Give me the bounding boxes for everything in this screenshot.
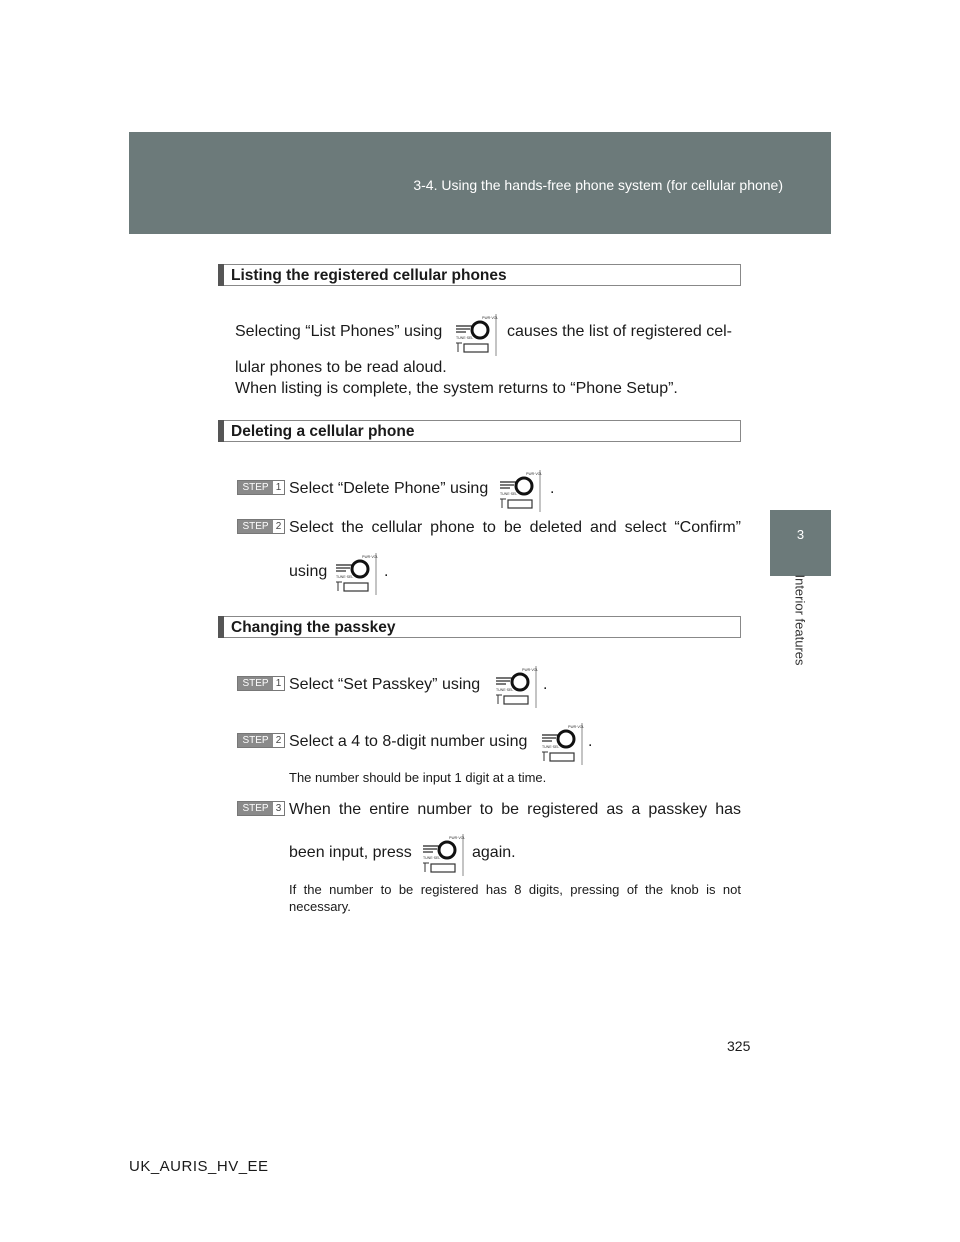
period: . xyxy=(384,563,389,580)
step-number: 2 xyxy=(275,521,282,532)
passkey-step2-note: The number should be input 1 digit at a time. xyxy=(289,770,547,785)
list-para-2: When listing is complete, the system returns to “Phone Setup”. xyxy=(235,380,678,397)
period: . xyxy=(550,480,555,497)
list-para-1b: causes the list of registered cel- xyxy=(507,323,732,340)
header-title: 3-4. Using the hands-free phone system (for cellular phone) xyxy=(413,177,783,193)
step-badge xyxy=(237,480,285,495)
passkey-step2-text: Select a 4 to 8-digit number using xyxy=(289,733,528,750)
heading-marker xyxy=(218,420,224,442)
list-para-1c: lular phones to be read aloud. xyxy=(235,359,447,376)
section-heading-list-phones xyxy=(218,264,741,286)
tune-sel-knob-icon xyxy=(538,721,584,767)
step-number: 1 xyxy=(275,678,282,689)
header-bar xyxy=(129,132,831,234)
delete-step2-text: Select the cellular phone to be deleted and select “Confirm” xyxy=(289,519,741,536)
passkey-step3-text-b: been input, press xyxy=(289,844,412,861)
section-heading-text: Changing the passkey xyxy=(231,619,396,636)
period: . xyxy=(588,733,593,750)
step-badge xyxy=(237,801,285,816)
section-heading-text: Deleting a cellular phone xyxy=(231,423,415,440)
delete-step2-text-b: using xyxy=(289,563,328,580)
chapter-label: Interior features xyxy=(792,574,808,666)
passkey-step1-text: Select “Set Passkey” using xyxy=(289,676,481,693)
section-heading-delete-phone xyxy=(218,420,741,442)
passkey-step3-note: If the number to be registered has 8 digits, pressing of the knob is not necessary. xyxy=(289,882,741,914)
footer-code: UK_AURIS_HV_EE xyxy=(129,1158,269,1175)
list-para-1a: Selecting “List Phones” using xyxy=(235,323,443,340)
tune-sel-knob-icon xyxy=(496,468,542,514)
tune-sel-knob-icon xyxy=(419,832,465,878)
chapter-tab xyxy=(770,510,831,576)
section-heading-change-passkey xyxy=(218,616,741,638)
section-heading-text: Listing the registered cellular phones xyxy=(231,267,507,284)
step-label: STEP xyxy=(238,677,273,690)
step-label: STEP xyxy=(238,520,273,533)
tune-sel-knob-icon xyxy=(332,551,378,597)
tune-sel-knob-icon xyxy=(452,312,498,358)
step-badge xyxy=(237,519,285,534)
passkey-step3-text-c: again. xyxy=(472,844,516,861)
heading-marker xyxy=(218,616,224,638)
step-label: STEP xyxy=(238,481,273,494)
page-number: 325 xyxy=(727,1038,751,1054)
period: . xyxy=(543,676,548,693)
heading-marker xyxy=(218,264,224,286)
tune-sel-knob-icon xyxy=(492,664,538,710)
step-number: 1 xyxy=(275,482,282,493)
step-number: 2 xyxy=(275,735,282,746)
step-badge xyxy=(237,676,285,691)
passkey-step3-text: When the entire number to be registered as a passkey has xyxy=(289,801,741,818)
chapter-number: 3 xyxy=(796,527,805,542)
step-label: STEP xyxy=(238,734,273,747)
step-label: STEP xyxy=(238,802,273,815)
step-number: 3 xyxy=(275,803,282,814)
step-badge xyxy=(237,733,285,748)
delete-step1-text: Select “Delete Phone” using xyxy=(289,480,489,497)
